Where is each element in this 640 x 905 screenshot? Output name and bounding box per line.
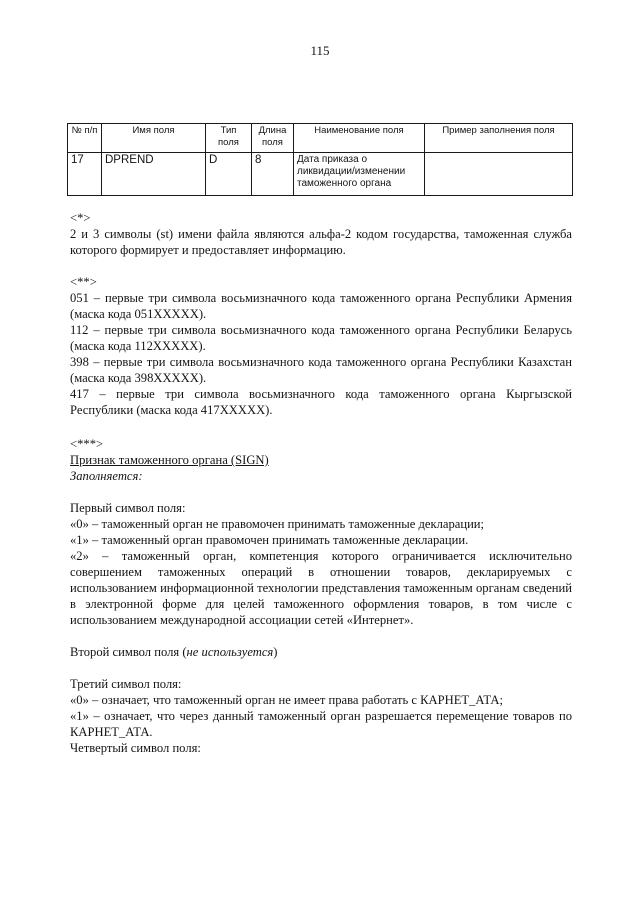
header-field-type: Тип поля [206, 124, 252, 153]
header-field-name: Имя поля [102, 124, 206, 153]
note3-marker: <***> [70, 437, 104, 451]
header-field-example: Пример заполнения поля [425, 124, 573, 153]
fill-note: Заполняется: [70, 469, 143, 483]
third-symbol-item: «0» – означает, что таможенный орган не имеет права работать с КАРНЕТ_АТА; [70, 693, 504, 707]
first-symbol-heading: Первый символ поля: [70, 501, 186, 515]
second-symbol-heading: Второй символ поля ( [70, 645, 187, 659]
first-symbol-item: «0» – таможенный орган не правомочен принимать таможенные декларации; [70, 517, 485, 531]
cell-field-title: Дата приказа о ликвидации/изменении таможенного органа [294, 153, 425, 196]
first-symbol-item: «2» – таможенный орган, компетенция которого ограничивается исключительно совершением таможенных операций в отношении товаров, декларируемых с использованием информационной технологии представления таможенным органам сведений в электронной форме для целей таможенного оформления товаров, в том числе с использованием международной ассоциации сетей «Интернет». [70, 549, 572, 627]
note2-item: 051 – первые три символа восьмизначного кода таможенного органа Республики Армения (маска кода 051XXXXX). [70, 291, 572, 321]
header-field-length: Длина поля [252, 124, 294, 153]
note2-item: 417 – первые три символа восьмизначного кода таможенного органа Кыргызской Республики (маска кода 417XXXXX). [70, 387, 572, 417]
document-body [70, 210, 572, 756]
second-symbol-line [70, 644, 572, 660]
header-field-title: Наименование поля [294, 124, 425, 153]
header-number: № п/п [68, 124, 102, 153]
fourth-symbol-heading: Четвертый символ поля: [70, 741, 201, 755]
note2-marker: <**> [70, 275, 97, 289]
table-header-row [68, 124, 573, 153]
note2-item: 112 – первые три символа восьмизначного кода таможенного органа Республики Беларусь (маска кода 112XXXXX). [70, 323, 572, 353]
table-row [68, 153, 573, 196]
second-symbol-note: не используется [186, 645, 274, 659]
fields-table [67, 123, 573, 196]
sign-title: Признак таможенного органа (SIGN) [70, 453, 269, 467]
third-symbol-heading: Третий символ поля: [70, 677, 182, 691]
note1-text: 2 и 3 символы (st) имени файла являются альфа-2 кодом государства, таможенная служба которого формирует и предоставляет информацию. [70, 227, 572, 257]
cell-field-example [425, 153, 573, 196]
third-symbol-item: «1» – означает, что через данный таможенный орган разрешается перемещение товаров по КАРНЕТ_АТА. [70, 709, 572, 739]
note2-item: 398 – первые три символа восьмизначного кода таможенного органа Республики Казахстан (маска кода 398XXXXX). [70, 355, 572, 385]
note1-marker: <*> [70, 211, 91, 225]
cell-field-length: 8 [252, 153, 294, 196]
cell-number: 17 [68, 153, 102, 196]
page-number: 115 [310, 43, 330, 58]
second-symbol-close: ) [273, 645, 278, 659]
cell-field-type: D [206, 153, 252, 196]
cell-field-name: DPREND [102, 153, 206, 196]
first-symbol-item: «1» – таможенный орган правомочен принимать таможенные декларации. [70, 533, 469, 547]
